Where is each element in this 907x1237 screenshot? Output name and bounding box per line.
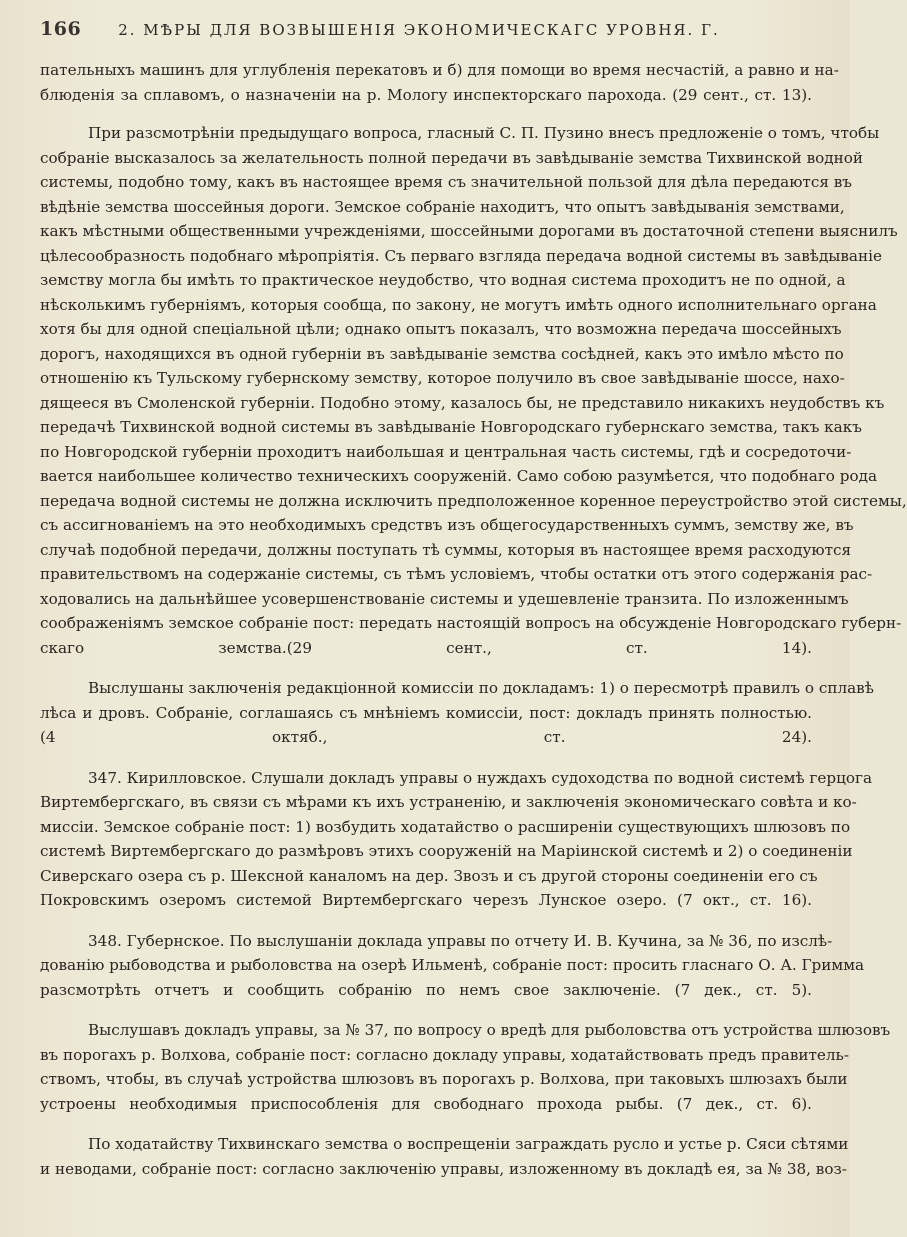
text-line: Сиверскаго озера съ р. Шексной каналомъ на дер. Звозъ и съ другой стороны соединеніи его съ — [40, 866, 818, 885]
text-line: лѣса и дровъ. Собраніе, соглашаясь съ мнѣніемъ комиссіи, пост: докладъ принять полностью. — [40, 703, 812, 722]
text-line: 347. Кирилловское. Слушали докладъ управы о нуждахъ судоходства по водной системѣ герцога — [88, 768, 873, 787]
paragraph — [40, 1018, 891, 1116]
text-line: 348. Губернское. По выслушаніи доклада управы по отчету И. В. Кучина, за № 36, по изслѣ- — [88, 931, 833, 950]
text-line: передача водной системы не должна исключить предположенное коренное переустройство этой системы, — [40, 491, 907, 510]
text-line: пательныхъ машинъ для углубленія перекатовъ и б) для помощи во время несчастій, а равно и на- — [40, 61, 839, 79]
text-line: Выслушаны заключенія редакціонной комиссіи по докладамъ: 1) о пересмотрѣ правилъ о сплавѣ — [88, 679, 874, 697]
text-line: въ порогахъ р. Волхова, собраніе пост: согласно докладу управы, ходатайствовать предъ правитель- — [40, 1045, 849, 1064]
text-line: ходовались на дальнѣйшее усовершенствованіе системы и удешевленіе транзита. По изложеннымъ — [40, 589, 849, 608]
text-line: скаго земства.(29 сент., ст. 14). — [40, 638, 812, 657]
text-line: ствомъ, чтобы, въ случаѣ устройства шлюзовъ въ порогахъ р. Волхова, при таковыхъ шлюзахъ были — [40, 1070, 848, 1088]
text-line: устроены необходимыя приспособленія для свободнаго прохода рыбы. (7 дек., ст. 6). — [40, 1094, 812, 1113]
text-line: дящееся въ Смоленской губерніи. Подобно этому, казалось бы, не представило никакихъ неудобствъ къ — [40, 393, 885, 412]
paragraph-gap — [40, 750, 812, 766]
text-line: отношенію къ Тульскому губернскому земству, которое получило въ свое завѣдываніе шоссе, нахо- — [40, 369, 845, 387]
text-line: вается наибольшее количество техническихъ сооруженій. Само собою разумѣется, что подобнаго рода — [40, 467, 878, 485]
text-line: дованію рыбоводства и рыболовства на озерѣ Ильменѣ, собраніе пост: просить гласнаго О. А. Гримма — [40, 956, 865, 974]
text-line: системѣ Виртембергскаго до размѣровъ этихъ сооруженій на Маріинской системѣ и 2) о соединеніи — [40, 842, 853, 860]
text-line: съ ассигнованіемъ на это необходимыхъ средствъ изъ общегосударственныхъ суммъ, земству же, въ — [40, 516, 854, 534]
text-line: и неводами, собраніе пост: согласно заключенію управы, изложенному въ докладѣ ея, за № 38, воз- — [40, 1159, 847, 1178]
text-line: случаѣ подобной передачи, должны поступать тѣ суммы, которыя въ настоящее время расходуются — [40, 540, 852, 559]
text-line: По ходатайству Тихвинскаго земства о воспрещеніи заграждать русло и устье р. Сяси сѣтями — [88, 1135, 849, 1153]
paragraph — [40, 929, 865, 1003]
text-line: по Новгородской губерніи проходитъ наибольшая и центральная часть системы, гдѣ и сосредоточи- — [40, 442, 852, 461]
paragraph — [40, 1132, 849, 1181]
paragraph-gap — [40, 1002, 812, 1018]
text-line: соображеніямъ земское собраніе пост: передать настоящій вопросъ на обсужденіе Новгородскаго губерн- — [40, 614, 902, 632]
text-line: собраніе высказалось за желательность полной передачи въ завѣдываніе земства Тихвинской водной — [40, 148, 864, 167]
text-line: При разсмотрѣніи предыдущаго вопроса, гласный С. П. Пузино внесъ предложеніе о томъ, чтобы — [88, 124, 880, 142]
paragraph — [40, 58, 839, 107]
page-number: 166 — [40, 18, 82, 40]
text-line: вѣдѣніе земства шоссейныя дороги. Земское собраніе находитъ, что опытъ завѣдыванія земствами, — [40, 197, 845, 216]
paragraph-gap — [40, 660, 812, 676]
text-line: передачѣ Тихвинской водной системы въ завѣдываніе Новгородскаго губернскаго земства, такъ какъ — [40, 418, 862, 436]
text-line: блюденія за сплавомъ, о назначеніи на р. Мологу инспекторскаго парохода. (29 сент., ст. 13). — [40, 85, 812, 104]
text-line: разсмотрѣть отчетъ и сообщить собранію по немъ свое заключеніе. (7 дек., ст. 5). — [40, 980, 812, 999]
text-line: дорогъ, находящихся въ одной губерніи въ завѣдываніе земства сосѣдней, какъ это имѣло мѣсто по — [40, 344, 844, 363]
text-line: цѣлесообразность подобнаго мѣропріятія. Съ перваго взгляда передача водной системы въ завѣдываніе — [40, 246, 882, 265]
paragraph — [40, 676, 874, 750]
text-line: Выслушавъ докладъ управы, за № 37, по вопросу о вредѣ для рыболовства отъ устройства шлюзовъ — [88, 1021, 891, 1039]
text-line: миссіи. Земское собраніе пост: 1) возбудить ходатайство о расширеніи существующихъ шлюзовъ по — [40, 817, 851, 836]
text-line: земству могла бы имѣть то практическое неудобство, что водная система проходитъ не по одной, а — [40, 271, 846, 289]
paragraph — [40, 121, 907, 660]
text-line: хотя бы для одной спеціальной цѣли; однако опытъ показалъ, что возможна передача шоссейныхъ — [40, 320, 842, 338]
paragraph-gap — [40, 913, 812, 929]
paragraph — [40, 766, 873, 913]
text-line: (4 октяб., ст. 24). — [40, 728, 812, 746]
text-line: Виртембергскаго, въ связи съ мѣрами къ ихъ устраненію, и заключенія экономическаго совѣта и ко- — [40, 793, 857, 811]
body-text — [40, 58, 907, 1181]
running-title: 2. МѢРЫ ДЛЯ ВОЗВЫШЕНІЯ ЭКОНОМИЧЕСКАГС УРОВНЯ. Г. — [118, 21, 720, 39]
paragraph-gap — [40, 107, 812, 121]
text-line: нѣсколькимъ губерніямъ, которыя сообща, по закону, не могутъ имѣть одного исполнительнаго органа — [40, 295, 877, 314]
text-line: какъ мѣстными общественными учрежденіями, шоссейными дорогами въ достаточной степени выяснилъ — [40, 222, 898, 240]
text-line: правительствомъ на содержаніе системы, съ тѣмъ условіемъ, чтобы остатки отъ этого содержанія рас- — [40, 565, 873, 583]
paragraph-gap — [40, 1116, 812, 1132]
text-line: Покровскимъ озеромъ системой Виртембергскаго черезъ Лунское озеро. (7 окт., ст. 16). — [40, 891, 812, 909]
page-header — [40, 18, 812, 52]
text-line: системы, подобно тому, какъ въ настоящее время съ значительной пользой для дѣла передаются въ — [40, 173, 852, 191]
